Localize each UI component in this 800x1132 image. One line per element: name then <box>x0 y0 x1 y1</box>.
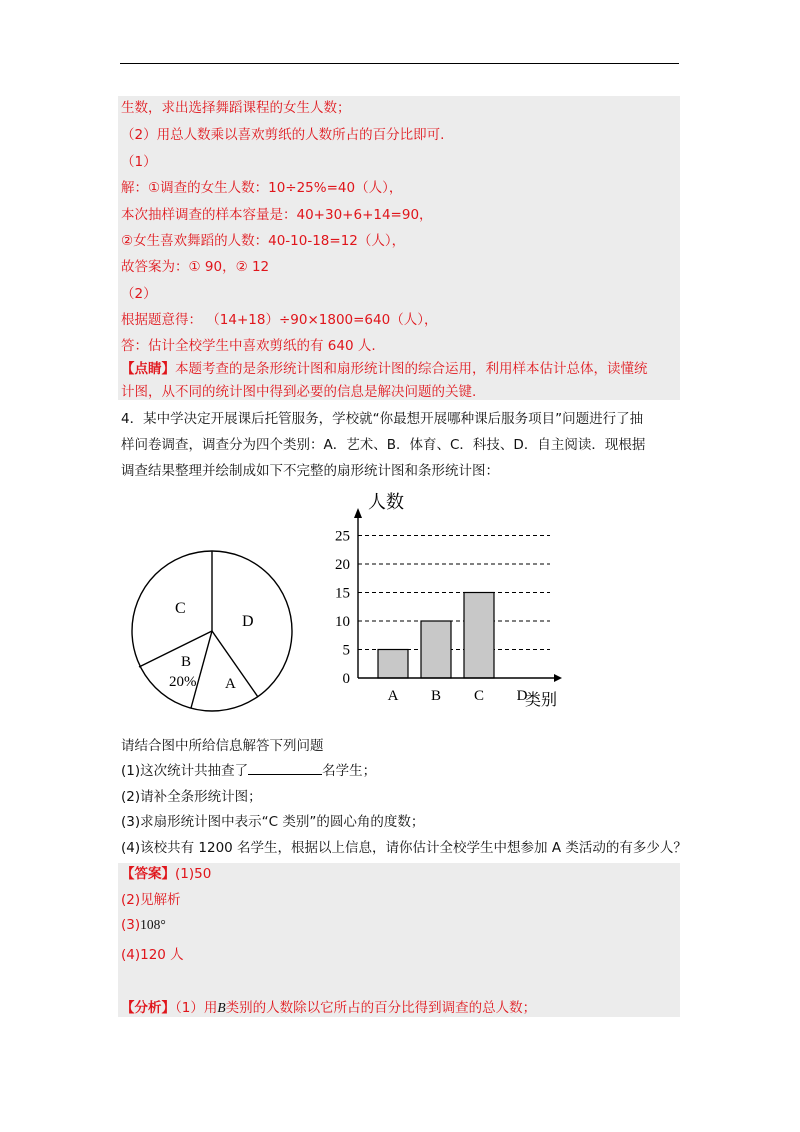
comment-tag: 【点睛】 <box>121 361 175 377</box>
pie-label-a: A <box>225 676 236 692</box>
answer-block <box>118 863 680 1017</box>
x-axis-arrow <box>554 674 562 682</box>
analysis-text-2: 类别的人数除以它所占的百分比得到调查的总人数； <box>225 1000 537 1016</box>
pie-divider <box>191 631 212 708</box>
grid-layer <box>358 536 550 650</box>
question-line: 4．某中学决定开展课后托管服务，学校就“你最想开展哪种课后服务项目”问题进行了抽 <box>121 411 644 427</box>
x-tick-label: A <box>387 688 399 704</box>
solution-line: 故答案为：① 90，② 12 <box>121 259 270 275</box>
header-rule <box>120 63 679 64</box>
answer-3-prefix: (3) <box>121 917 141 933</box>
x-tick-label: D <box>516 688 528 704</box>
y-tick-label: 10 <box>335 614 350 630</box>
bar <box>421 621 451 678</box>
sub-question-3: (3)求扇形统计图中表示“C 类别”的圆心角的度数； <box>121 814 425 830</box>
x-tick-label: B <box>430 688 442 704</box>
solution-line: 解：①调查的女生人数：10÷25%=40（人）， <box>121 180 403 196</box>
question-line: 样问卷调查，调查分为四个类别：A．艺术、B．体育、C．科技、D．自主阅读．现根据 <box>121 437 646 453</box>
solution-line: （2） <box>121 286 157 302</box>
answer-tag: 【答案】 <box>121 866 175 882</box>
analysis-line <box>121 999 536 1017</box>
solution-line: 本次抽样调查的样本容量是：40+30+6+14=90， <box>121 207 433 223</box>
pie-chart <box>125 544 305 724</box>
y-tick-label: 15 <box>335 585 350 602</box>
y-tick-label: 0 <box>342 671 350 687</box>
answer-blank <box>248 762 322 775</box>
solution-line: ②女生喜欢舞蹈的人数：40-10-18=12（人）， <box>121 233 406 249</box>
solution-line: （2）用总人数乘以喜欢剪纸的人数所占的百分比即可. <box>121 127 445 143</box>
x-tick-label: C <box>473 688 485 704</box>
analysis-text: （1）用 <box>175 1000 218 1016</box>
sub-question-2: (2)请补全条形统计图； <box>121 789 262 805</box>
y-axis-arrow <box>354 508 362 518</box>
answer-4: (4)120 人 <box>121 947 184 963</box>
answer-2: (2)见解析 <box>121 892 181 908</box>
solution-line: 生数，求出选择舞蹈课程的女生人数； <box>121 100 351 116</box>
question-line: 调查结果整理并绘制成如下不完整的扇形统计图和条形统计图： <box>121 463 499 479</box>
answer-1: (1)50 <box>175 866 212 882</box>
answer-3 <box>121 916 166 934</box>
bar <box>378 650 408 679</box>
sub-question-1-text: (1)这次统计共抽查了 <box>121 763 249 779</box>
analysis-var: B <box>217 1000 226 1015</box>
pie-divider <box>139 631 212 667</box>
bar <box>464 593 494 679</box>
x-axis-title: 类别 <box>525 692 558 709</box>
comment-text: 本题考查的是条形统计图和扇形统计图的综合运用，利用样本估计总体，读懂统 <box>175 361 648 377</box>
bar-chart <box>318 488 580 714</box>
sub-question-1 <box>121 762 376 780</box>
answer-3-value: 108° <box>140 917 166 932</box>
comment-line <box>121 360 648 378</box>
y-tick-label: 20 <box>335 557 350 573</box>
sub-question-1-tail: 名学生； <box>322 763 377 779</box>
solution-line: 答：估计全校学生中喜欢剪纸的有 640 人. <box>121 338 376 354</box>
analysis-tag: 【分析】 <box>121 1000 175 1016</box>
pie-label-c: C <box>175 600 186 617</box>
comment-line: 计图，从不同的统计图中得到必要的信息是解决问题的关键. <box>121 384 477 400</box>
sub-question-4: (4)该校共有 1200 名学生，根据以上信息，请你估计全校学生中想参加 A 类活动的有多少人？ <box>121 840 687 856</box>
sub-intro: 请结合图中所给信息解答下列问题 <box>121 738 324 754</box>
y-axis-title: 人数 <box>368 492 404 512</box>
pie-label-percent: 20% <box>169 674 197 690</box>
solution-line: （1） <box>121 154 157 170</box>
y-tick-label: 5 <box>342 642 350 659</box>
bar-layer <box>378 593 494 679</box>
solution-line: 根据题意得： （14+18）÷90×1800=640（人）， <box>121 312 438 328</box>
y-tick-label: 25 <box>335 528 350 545</box>
pie-label-b: B <box>181 654 192 670</box>
pie-label-d: D <box>242 613 254 630</box>
answer-line <box>121 865 211 883</box>
